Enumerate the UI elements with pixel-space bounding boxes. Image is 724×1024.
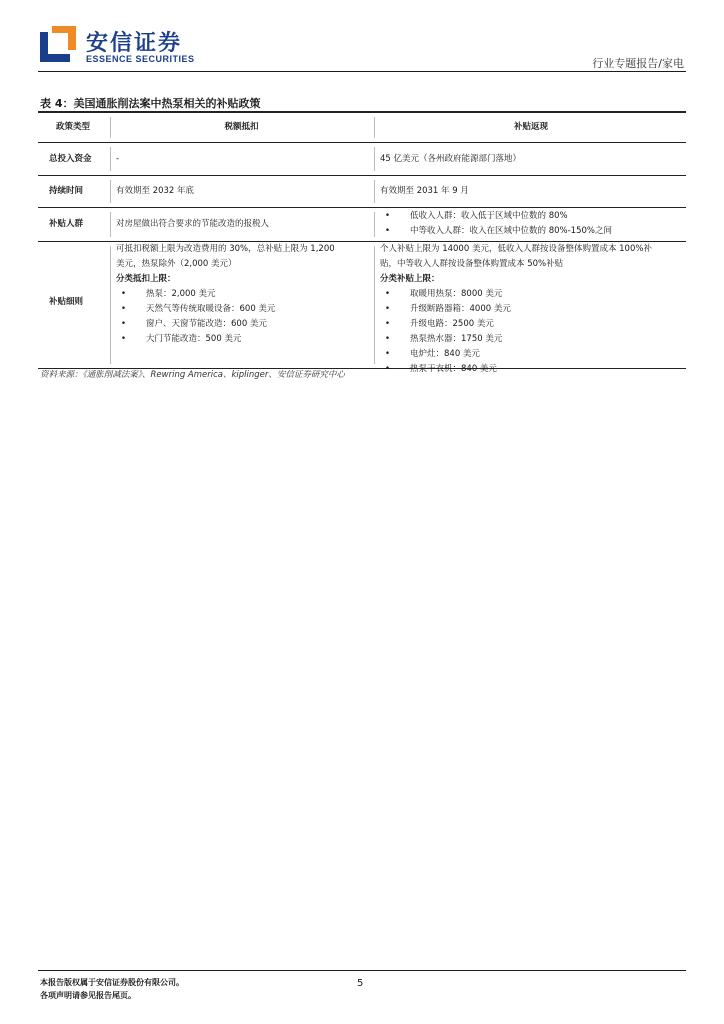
- list-item: • 升级断路器箱：4000 美元: [376, 302, 686, 317]
- list-item: • 低收入人群：收入低于区域中位数的 80%: [376, 209, 686, 224]
- column-divider: [110, 246, 111, 364]
- column-divider: [374, 147, 375, 171]
- table-row: [38, 241, 686, 374]
- list-item: • 热泵热水器：1750 美元: [376, 332, 686, 347]
- footer-copyright: 本报告版权属于安信证券股份有限公司。: [40, 978, 184, 987]
- table-row: [38, 142, 686, 175]
- row-label: 持续时间: [49, 186, 84, 196]
- row-label: 补贴人群: [49, 219, 84, 229]
- list-item: • 中等收入人群：收入在区域中位数的 80%-150%之间: [376, 224, 686, 239]
- rebate-intro-line: 个人补贴上限为 14000 美元，低收入人群按设备整体购置成本 100%补: [380, 244, 652, 254]
- row-label: 总投入资金: [49, 154, 92, 164]
- list-item: • 热泵干衣机：840 美元: [376, 362, 686, 377]
- header-divider: [38, 71, 686, 72]
- tax-subheading: 分类抵扣上限：: [116, 274, 176, 284]
- list-item: • 升级电路：2500 美元: [376, 317, 686, 332]
- essence-logo-icon: [40, 26, 76, 62]
- column-divider: [110, 147, 111, 171]
- tax-intro-line: 可抵扣税额上限为改造费用的 30%，总补贴上限为 1,200: [116, 244, 335, 254]
- column-divider: [374, 212, 375, 237]
- column-header-policy-type: 政策类型: [55, 122, 90, 132]
- rebate-cell: 有效期至 2031 年 9 月: [380, 186, 469, 196]
- list-item: • 热泵：2,000 美元: [112, 287, 371, 302]
- rebate-subheading: 分类补贴上限：: [380, 274, 440, 284]
- report-type: 行业专题报告/家电: [592, 57, 684, 70]
- rebate-intro-line: 贴，中等收入人群按设备整体购置成本 50%补贴: [380, 259, 564, 269]
- logo-text-cn: 安信证券: [86, 31, 183, 56]
- column-header-tax-credit: 税额抵扣: [224, 122, 259, 132]
- column-divider: [110, 180, 111, 203]
- column-divider: [110, 117, 111, 138]
- column-header-rebate: 补贴返现: [513, 122, 548, 132]
- page-number: 5: [357, 978, 364, 989]
- list-item: • 取暖用热泵：8000 美元: [376, 287, 686, 302]
- subsidy-policy-table: [38, 111, 686, 374]
- tax-cell: -: [116, 154, 120, 164]
- tax-cell: 对房屋做出符合要求的节能改造的报税人: [116, 219, 270, 229]
- table-row: [38, 175, 686, 207]
- table-row: [38, 207, 686, 241]
- row-label: 补贴细则: [49, 297, 84, 307]
- column-divider: [374, 246, 375, 364]
- table-title: 表 4：美国通胀削法案中热泵相关的补贴政策: [40, 97, 261, 110]
- tax-cell: [112, 242, 371, 368]
- footer-disclaimer: [40, 976, 184, 1002]
- rebate-cell: [376, 242, 686, 374]
- footer-statement-note: 各项声明请参见报告尾页。: [40, 991, 136, 1000]
- tax-intro-line: 美元，热泵除外（2,000 美元）: [116, 259, 237, 269]
- rebate-cell: [376, 208, 686, 241]
- list-item: • 大门节能改造：500 美元: [112, 332, 371, 347]
- logo-text-en: ESSENCE SECURITIES: [86, 54, 195, 64]
- list-item: • 天然气等传统取暖设备：600 美元: [112, 302, 371, 317]
- column-divider: [110, 212, 111, 237]
- list-item: • 窗户、天窗节能改造：600 美元: [112, 317, 371, 332]
- list-item: • 电炉灶：840 美元: [376, 347, 686, 362]
- column-divider: [374, 117, 375, 138]
- rebate-cell: 45 亿美元（各州政府能源部门落地）: [380, 154, 522, 164]
- footer-divider: [38, 970, 686, 971]
- table-header-row: [38, 111, 686, 142]
- column-divider: [374, 180, 375, 203]
- tax-cell: 有效期至 2032 年底: [116, 186, 195, 196]
- table-source-note: 资料来源：《通胀削减法案》、Rewring America、kiplinger、安信证券研究中心: [40, 370, 345, 380]
